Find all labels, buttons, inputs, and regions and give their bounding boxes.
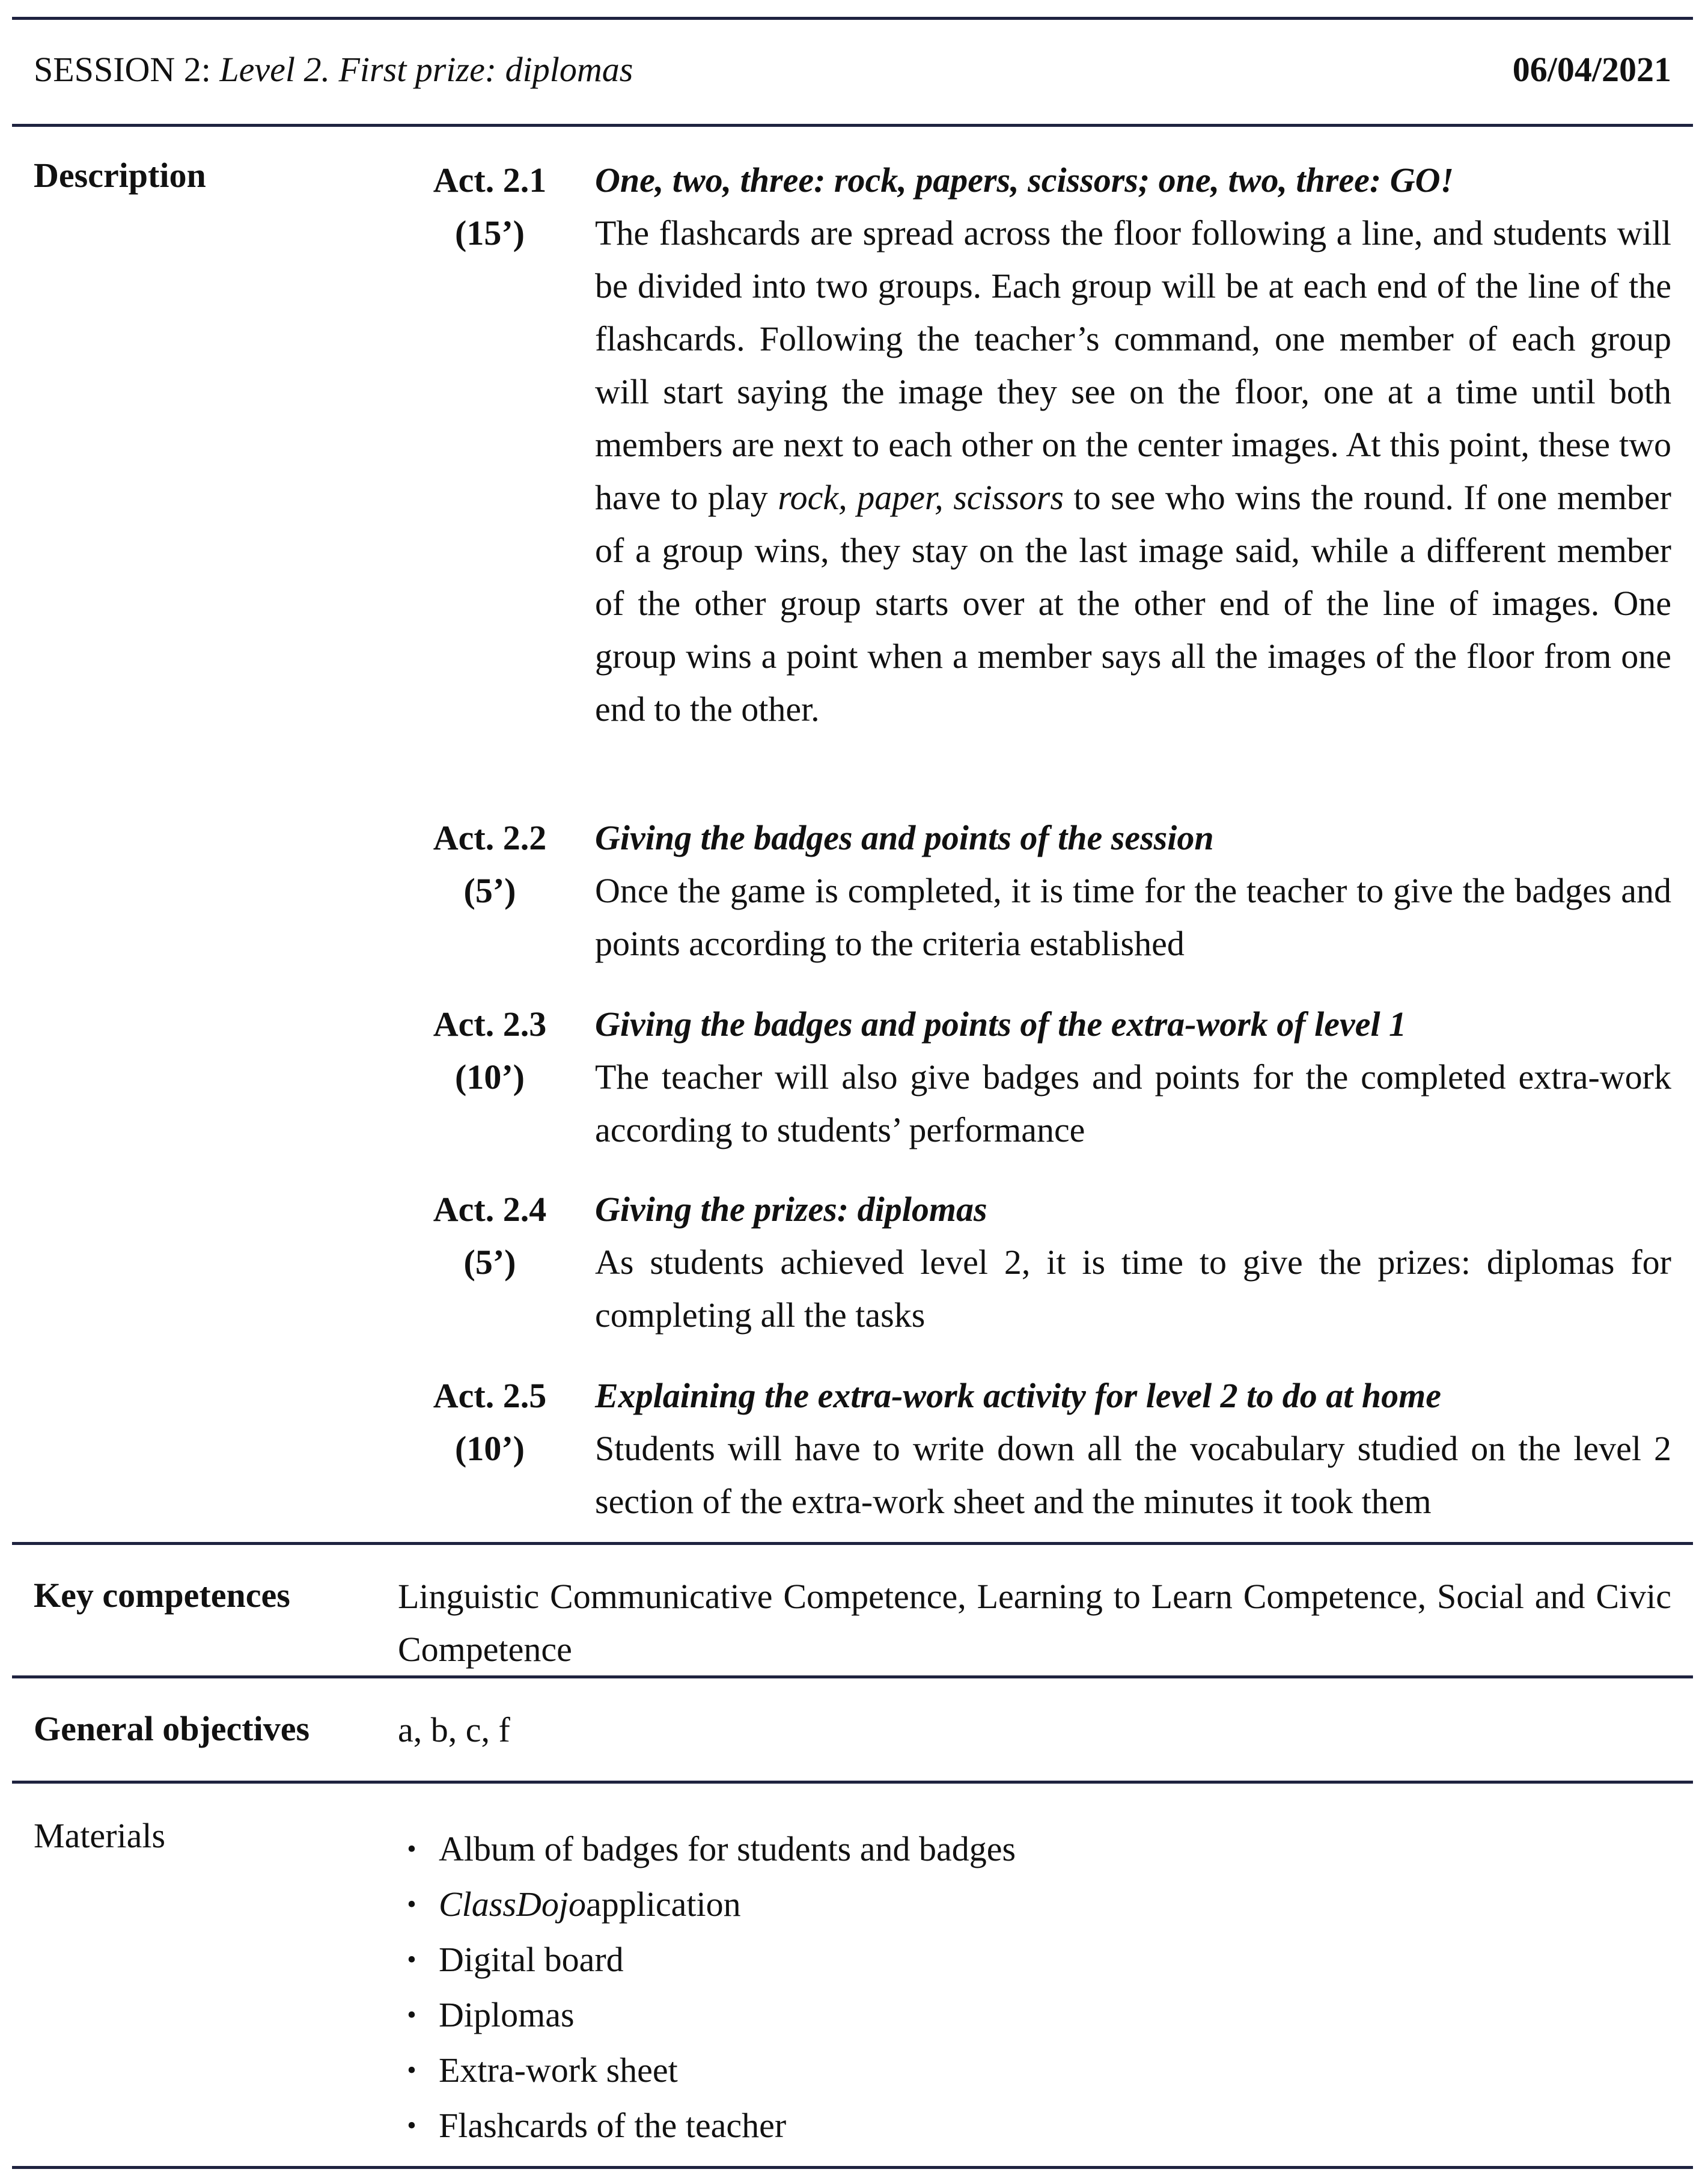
materials-item-text: Flashcards of the teacher	[439, 2106, 787, 2145]
activity-body	[595, 1369, 1671, 1528]
activity-body	[595, 812, 1671, 970]
activity-number: Act. 2.5	[433, 1376, 547, 1415]
description-text: to see who wins the round. If one member of a group wins, they stay on the last image said, while a different member of the other group starts over at the other end of the line of images. One group wins a point when a member says all the images of the floor from one end to the other.	[595, 478, 1671, 729]
header-divider	[12, 124, 1693, 127]
materials-item	[385, 1932, 1016, 1987]
bullet-icon: •	[407, 2111, 416, 2140]
activity-2-3	[385, 998, 1671, 1157]
materials-item-text: Extra-work sheet	[439, 2051, 678, 2090]
activity-id	[385, 1369, 595, 1528]
description-italic-text: rock, paper, scissors	[778, 478, 1064, 517]
activity-id	[385, 154, 595, 736]
activity-number: Act. 2.4	[433, 1190, 547, 1229]
materials-item-text: Album of badges for students and badges	[439, 1829, 1016, 1868]
bullet-icon: •	[407, 1945, 416, 1974]
session-title	[34, 49, 633, 90]
activity-duration: (5’)	[463, 1243, 516, 1282]
activity-body	[595, 998, 1671, 1157]
activity-number: Act. 2.3	[433, 1005, 547, 1044]
activity-description: Students will have to write down all the vocabulary studied on the level 2 section of the extra-work sheet and the minutes it took them	[595, 1429, 1671, 1521]
activity-title: Giving the badges and points of the extra-work of level 1	[595, 1005, 1407, 1044]
activity-duration: (10’)	[455, 1429, 525, 1468]
materials-item	[385, 1987, 1016, 2043]
activity-number: Act. 2.2	[433, 818, 547, 857]
session-date: 06/04/2021	[1512, 49, 1671, 89]
bottom-divider	[12, 2166, 1693, 2169]
materials-item	[385, 2098, 1016, 2153]
activity-description: As students achieved level 2, it is time to give the prizes: diplomas for completing all the tasks	[595, 1243, 1671, 1335]
activity-id	[385, 1183, 595, 1342]
activity-title: Explaining the extra-work activity for level 2 to do at home	[595, 1376, 1442, 1415]
activity-duration: (5’)	[463, 871, 516, 910]
activity-body	[595, 1183, 1671, 1342]
materials-item	[385, 2043, 1016, 2098]
materials-label: Materials	[34, 1816, 166, 1855]
activity-2-5	[385, 1369, 1671, 1528]
session-header	[34, 42, 1671, 96]
activity-2-2	[385, 812, 1671, 970]
materials-item-italic: ClassDojo	[439, 1885, 586, 1924]
key-competences-value: Linguistic Communicative Competence, Learning to Learn Competence, Social and Civic Competence	[398, 1577, 1671, 1669]
activity-title: One, two, three: rock, papers, scissors; one, two, three: GO!	[595, 161, 1454, 200]
general-objectives-label: General objectives	[34, 1709, 310, 1748]
general-objectives-value: a, b, c, f	[398, 1710, 510, 1749]
objectives-divider	[12, 1781, 1693, 1784]
activity-number: Act. 2.1	[433, 161, 547, 200]
activity-body	[595, 154, 1671, 736]
bullet-icon: •	[407, 1889, 416, 1919]
key-competences-label: Key competences	[34, 1576, 290, 1615]
activity-duration: (10’)	[455, 1057, 525, 1097]
activity-title: Giving the prizes: diplomas	[595, 1190, 987, 1229]
bullet-icon: •	[407, 2055, 416, 2085]
session-label: SESSION 2:	[34, 49, 211, 89]
bullet-icon: •	[407, 2000, 416, 2030]
bullet-icon: •	[407, 1834, 416, 1864]
top-divider	[12, 17, 1693, 20]
activity-description	[595, 207, 1671, 736]
activity-title: Giving the badges and points of the session	[595, 818, 1214, 857]
activity-id	[385, 812, 595, 970]
description-divider	[12, 1542, 1693, 1545]
activity-2-1	[385, 154, 1671, 736]
activity-description: Once the game is completed, it is time for the teacher to give the badges and points according to the criteria established	[595, 871, 1671, 963]
activity-id	[385, 998, 595, 1157]
materials-item-text: Digital board	[439, 1940, 624, 1979]
competences-divider	[12, 1675, 1693, 1678]
activity-duration: (15’)	[455, 213, 525, 252]
materials-list	[385, 1822, 1016, 2153]
materials-item-text: application	[585, 1885, 741, 1924]
materials-item-text: Diplomas	[439, 1995, 575, 2034]
materials-item	[385, 1877, 1016, 1932]
description-label: Description	[34, 156, 206, 195]
description-text: The flashcards are spread across the floor following a line, and students will be divided into two groups. Each group will be at each end of the line of the flashcards. Following the teacher’s command, one member of each group will start saying the image they see on the floor, one at a time until both members are next to each other on the center images. At this point, these two have to play	[595, 213, 1671, 517]
session-subtitle: Level 2. First prize: diplomas	[219, 49, 633, 89]
activity-2-4	[385, 1183, 1671, 1342]
activity-description: The teacher will also give badges and points for the completed extra-work according to students’ performance	[595, 1057, 1671, 1149]
materials-item	[385, 1822, 1016, 1877]
